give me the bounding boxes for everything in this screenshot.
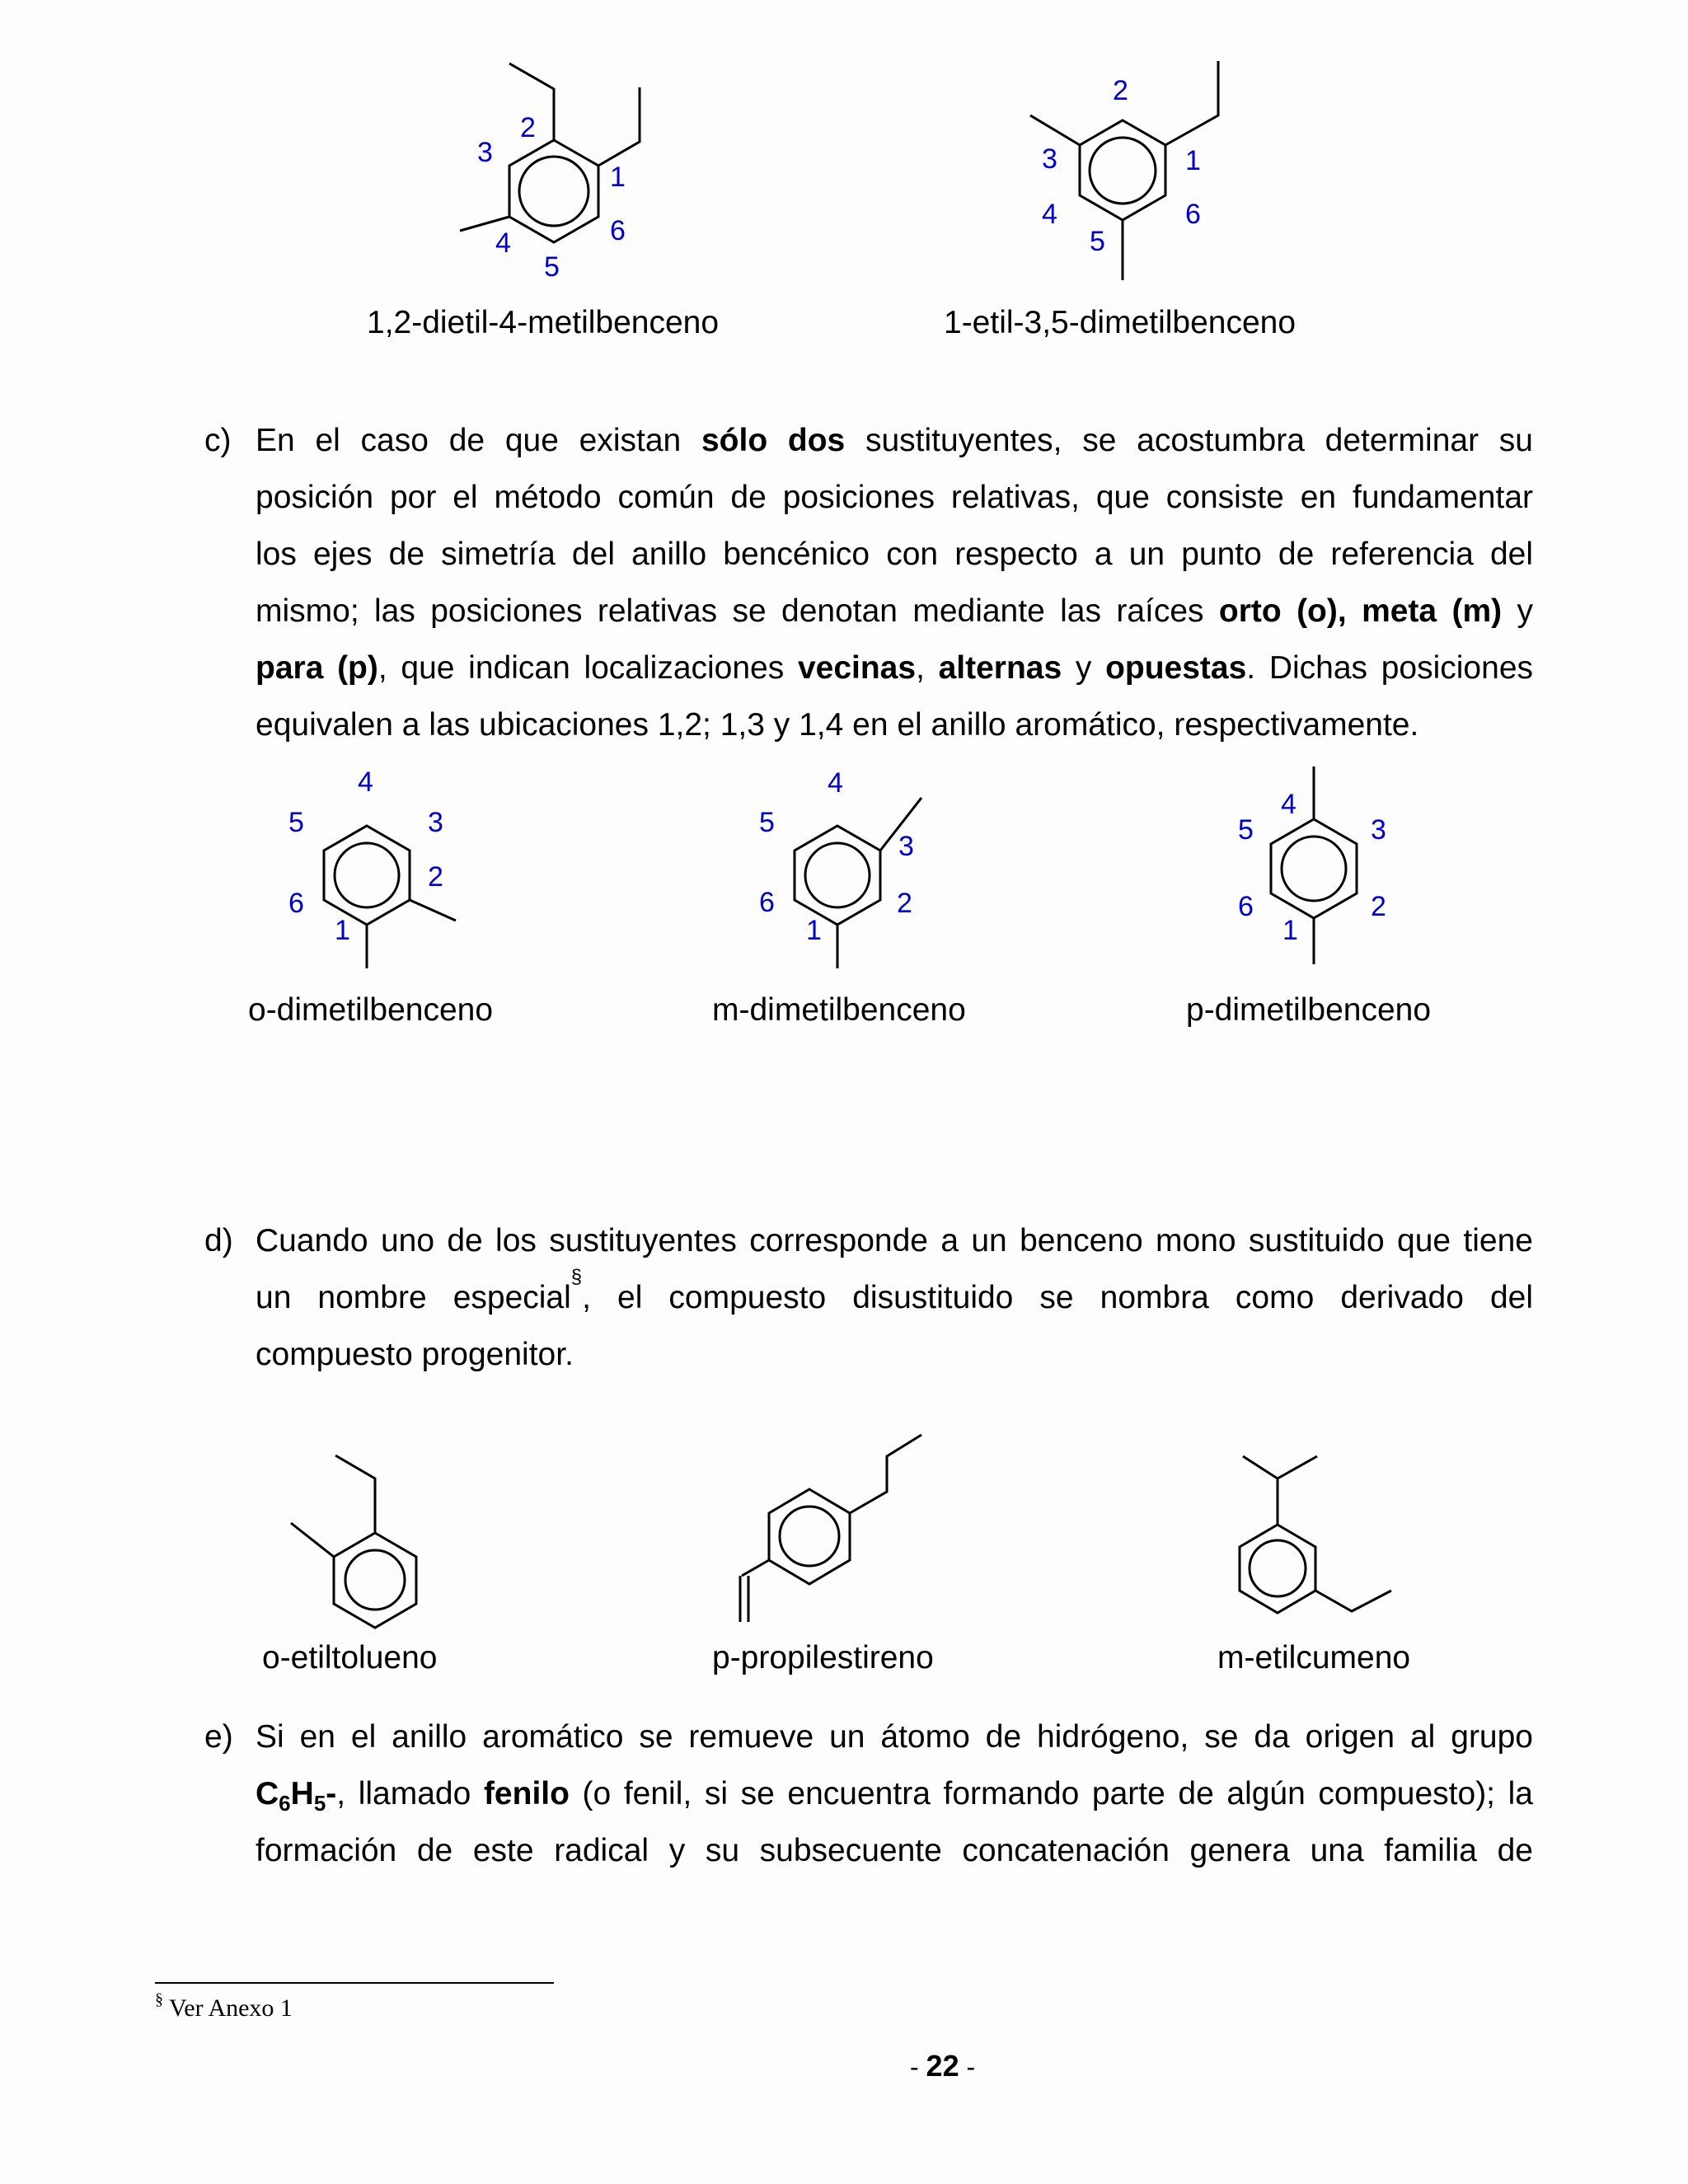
list-marker-d: d) bbox=[204, 1223, 233, 1258]
locant-2: 2 bbox=[1113, 75, 1128, 106]
paragraph-c bbox=[204, 412, 1534, 753]
locant-1: 1 bbox=[806, 915, 822, 946]
locant-5: 5 bbox=[1090, 226, 1105, 257]
locant-1: 1 bbox=[1282, 915, 1298, 946]
locant-6: 6 bbox=[288, 888, 304, 919]
page-number: - 22 - bbox=[910, 2049, 976, 2083]
footnote-ref[interactable]: § bbox=[570, 1266, 583, 1288]
locant-3: 3 bbox=[1042, 143, 1057, 175]
caption-m-dimetilbenceno: m-dimetilbenceno bbox=[712, 992, 966, 1028]
paragraph-e-line-1: Si en el anillo aromático se remueve un átomo de hidrógeno, se da origen al grupo bbox=[256, 1719, 1533, 1755]
locant-3: 3 bbox=[477, 137, 493, 168]
caption-p-propilestireno: p-propilestireno bbox=[712, 1640, 934, 1675]
locant-1: 1 bbox=[1185, 145, 1201, 176]
molecule-m-etilcumeno bbox=[1220, 1442, 1401, 1624]
paragraph-c-line-2: posición por el método común de posiciones relativas, que consiste en fundamentar bbox=[256, 480, 1533, 515]
molecule-1-2-dietil-4-metilbenceno bbox=[445, 49, 659, 297]
locant-3: 3 bbox=[1371, 814, 1386, 846]
locant-1: 1 bbox=[335, 915, 350, 946]
molecule-m-dimetilbenceno bbox=[742, 758, 948, 972]
paragraph-c-line-6: equivalen a las ubicaciones 1,2; 1,3 y 1,4 en el anillo aromático, respectivamente. bbox=[256, 707, 1419, 743]
locant-1: 1 bbox=[610, 162, 626, 193]
locant-4: 4 bbox=[1042, 199, 1057, 230]
locant-6: 6 bbox=[759, 887, 775, 918]
list-marker-e: e) bbox=[204, 1719, 233, 1755]
locant-6: 6 bbox=[610, 215, 626, 246]
paragraph-c-line-3: los ejes de simetría del anillo bencénico con respecto a un punto de referencia del bbox=[256, 537, 1533, 572]
molecule-p-propilestireno bbox=[725, 1418, 931, 1632]
locant-6: 6 bbox=[1185, 199, 1201, 230]
paragraph-c-line-4: mismo; las posiciones relativas se denotan mediante las raíces orto (o), meta (m) y bbox=[256, 593, 1533, 629]
locant-6: 6 bbox=[1238, 891, 1254, 922]
locant-4: 4 bbox=[358, 766, 373, 798]
locant-4: 4 bbox=[828, 767, 843, 799]
caption-o-dimetilbenceno: o-dimetilbenceno bbox=[248, 992, 494, 1028]
paragraph-e-line-2: $C_6H_5-$, llamado fenilo (o fenil, si se encuentra formando parte de algún compuesto); la bbox=[256, 1776, 1533, 1816]
footnote bbox=[155, 1990, 293, 2022]
caption-1-etil-3-5-dimetilbenceno: 1-etil-3,5-dimetilbenceno bbox=[944, 305, 1296, 340]
caption-o-etiltolueno: o-etiltolueno bbox=[262, 1640, 438, 1675]
molecule-p-dimetilbenceno bbox=[1220, 758, 1409, 972]
paragraph-c-line-5: para (p), que indican localizaciones vecinas, alternas y opuestas. Dichas posiciones bbox=[256, 650, 1534, 686]
locant-2: 2 bbox=[1371, 891, 1386, 922]
paragraph-e-line-3: formación de este radical y su subsecuente concatenación genera una familia de bbox=[256, 1833, 1533, 1868]
paragraph-c-line-1: En el caso de que existan sólo dos sustituyentes, se acostumbra determinar su bbox=[256, 423, 1533, 458]
locant-5: 5 bbox=[1238, 814, 1254, 846]
locant-2: 2 bbox=[428, 861, 443, 893]
footnote-rule bbox=[155, 1982, 554, 1984]
paragraph-d-line-3: compuesto progenitor. bbox=[256, 1337, 574, 1372]
molecule-o-dimetilbenceno bbox=[272, 758, 478, 972]
locant-2: 2 bbox=[520, 112, 536, 143]
locant-5: 5 bbox=[288, 807, 304, 838]
list-marker-c: c) bbox=[204, 423, 232, 458]
paragraph-d-line-1: Cuando uno de los sustituyentes corresponde a un benceno mono sustituido que tiene bbox=[256, 1223, 1533, 1258]
locant-3: 3 bbox=[428, 807, 443, 838]
molecule-o-etiltolueno bbox=[280, 1442, 429, 1607]
caption-1-2-dietil-4-metilbenceno: 1,2-dietil-4-metilbenceno bbox=[367, 305, 720, 340]
locant-5: 5 bbox=[544, 251, 560, 283]
locant-3: 3 bbox=[898, 831, 914, 862]
locant-4: 4 bbox=[1281, 789, 1296, 820]
molecule-1-etil-3-5-dimetilbenceno bbox=[1014, 49, 1220, 297]
footnote-symbol: § bbox=[155, 1990, 163, 2008]
caption-p-dimetilbenceno: p-dimetilbenceno bbox=[1186, 992, 1432, 1028]
locant-4: 4 bbox=[495, 227, 511, 259]
locant-2: 2 bbox=[897, 888, 912, 919]
formula-c6h5: $C_6H_5-$ bbox=[256, 1776, 337, 1816]
locant-5: 5 bbox=[759, 807, 775, 838]
caption-m-etilcumeno: m-etilcumeno bbox=[1217, 1640, 1411, 1675]
paragraph-e bbox=[204, 1708, 1533, 1879]
paragraph-d-line-2: un nombre especial§, el compuesto disustituido se nombra como derivado del bbox=[256, 1266, 1534, 1315]
paragraph-d bbox=[204, 1212, 1534, 1383]
footnote-text: Ver Anexo 1 bbox=[163, 1994, 293, 2022]
